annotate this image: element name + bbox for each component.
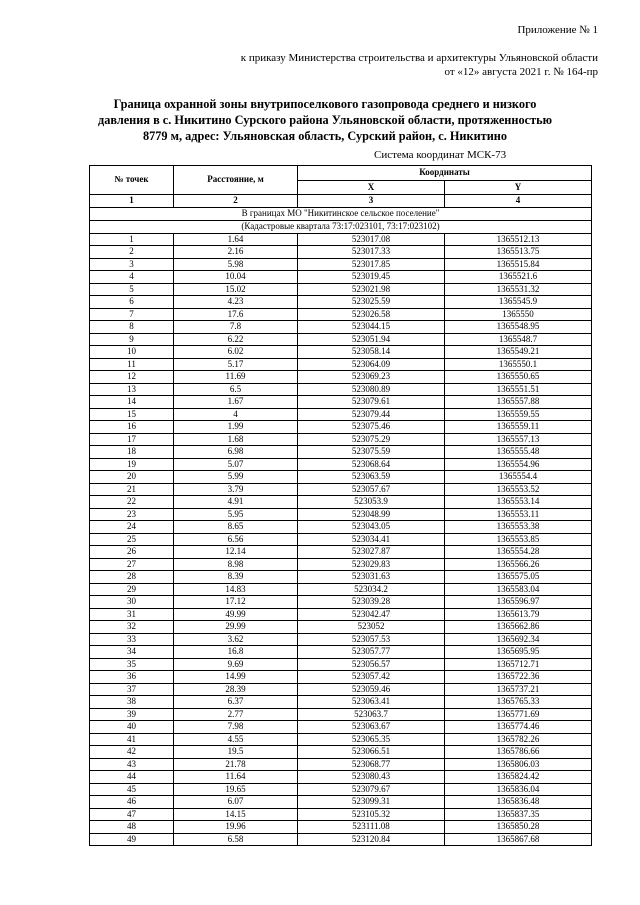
cell-y: 1365554.96 — [445, 458, 592, 471]
table-row — [90, 533, 592, 546]
cell-distance: 5.98 — [174, 258, 298, 271]
cell-x: 523031.63 — [298, 571, 445, 584]
column-number: 1 — [90, 195, 174, 208]
table-row — [90, 508, 592, 521]
cell-distance: 6.56 — [174, 533, 298, 546]
coordinate-system-label: Система координат МСК-73 — [374, 149, 507, 161]
cell-point-no: 34 — [90, 646, 174, 659]
cell-x: 523034.41 — [298, 533, 445, 546]
cell-distance: 5.95 — [174, 508, 298, 521]
cell-y: 1365692.34 — [445, 633, 592, 646]
cell-distance: 8.65 — [174, 521, 298, 534]
table-row — [90, 596, 592, 609]
cell-point-no: 18 — [90, 446, 174, 459]
cell-distance: 4.55 — [174, 733, 298, 746]
cell-x: 523066.51 — [298, 746, 445, 759]
cell-distance: 17.12 — [174, 596, 298, 609]
table-row — [90, 683, 592, 696]
cell-x: 523069.23 — [298, 371, 445, 384]
cell-distance: 14.83 — [174, 583, 298, 596]
table-row — [90, 321, 592, 334]
cell-point-no: 13 — [90, 383, 174, 396]
cell-point-no: 21 — [90, 483, 174, 496]
cell-distance: 6.98 — [174, 446, 298, 459]
coordinates-table — [89, 165, 592, 846]
header-y: Y — [445, 181, 592, 195]
cell-y: 1365513.75 — [445, 246, 592, 259]
table-row — [90, 608, 592, 621]
cell-distance: 5.17 — [174, 358, 298, 371]
cell-x: 523068.64 — [298, 458, 445, 471]
cell-distance: 10.04 — [174, 271, 298, 284]
cell-point-no: 15 — [90, 408, 174, 421]
cell-point-no: 29 — [90, 583, 174, 596]
table-row — [90, 471, 592, 484]
cell-point-no: 14 — [90, 396, 174, 409]
cell-point-no: 12 — [90, 371, 174, 384]
table-row — [90, 796, 592, 809]
cell-point-no: 4 — [90, 271, 174, 284]
cell-y: 1365662.86 — [445, 621, 592, 634]
cell-point-no: 11 — [90, 358, 174, 371]
cell-x: 523017.33 — [298, 246, 445, 259]
cell-point-no: 3 — [90, 258, 174, 271]
boundary-label: В границах МО "Никитинское сельское поселение" — [90, 207, 592, 220]
cell-distance: 6.02 — [174, 346, 298, 359]
table-row — [90, 333, 592, 346]
cell-x: 523063.41 — [298, 696, 445, 709]
cell-x: 523057.67 — [298, 483, 445, 496]
cell-distance: 19.5 — [174, 746, 298, 759]
cell-y: 1365531.32 — [445, 283, 592, 296]
cell-point-no: 28 — [90, 571, 174, 584]
cell-point-no: 46 — [90, 796, 174, 809]
cell-x: 523058.14 — [298, 346, 445, 359]
cell-distance: 6.07 — [174, 796, 298, 809]
cell-x: 523052 — [298, 621, 445, 634]
cell-x: 523034.2 — [298, 583, 445, 596]
cell-distance: 6.37 — [174, 696, 298, 709]
cell-y: 1365553.52 — [445, 483, 592, 496]
cell-point-no: 6 — [90, 296, 174, 309]
cell-y: 1365824.42 — [445, 771, 592, 784]
cell-point-no: 32 — [90, 621, 174, 634]
cell-y: 1365553.11 — [445, 508, 592, 521]
table-row — [90, 746, 592, 759]
table-row — [90, 283, 592, 296]
cell-x: 523019.45 — [298, 271, 445, 284]
cell-y: 1365596.97 — [445, 596, 592, 609]
cell-point-no: 27 — [90, 558, 174, 571]
cell-point-no: 26 — [90, 546, 174, 559]
cell-x: 523063.7 — [298, 708, 445, 721]
cell-point-no: 22 — [90, 496, 174, 509]
cell-x: 523044.15 — [298, 321, 445, 334]
table-row — [90, 808, 592, 821]
table-row — [90, 433, 592, 446]
cell-x: 523025.59 — [298, 296, 445, 309]
cell-y: 1365806.03 — [445, 758, 592, 771]
cell-y: 1365553.14 — [445, 496, 592, 509]
cell-x: 523079.67 — [298, 783, 445, 796]
cell-point-no: 41 — [90, 733, 174, 746]
table-row — [90, 246, 592, 259]
cell-x: 523017.08 — [298, 233, 445, 246]
table-row — [90, 571, 592, 584]
cell-y: 1365712.71 — [445, 658, 592, 671]
cell-y: 1365771.69 — [445, 708, 592, 721]
cell-distance: 3.79 — [174, 483, 298, 496]
document-title — [80, 96, 570, 144]
cell-y: 1365548.95 — [445, 321, 592, 334]
cell-x: 523057.77 — [298, 646, 445, 659]
cell-distance: 6.22 — [174, 333, 298, 346]
table-row — [90, 446, 592, 459]
cell-x: 523063.59 — [298, 471, 445, 484]
cell-point-no: 31 — [90, 608, 174, 621]
header-x: X — [298, 181, 445, 195]
cell-point-no: 24 — [90, 521, 174, 534]
cell-point-no: 9 — [90, 333, 174, 346]
cell-distance: 49.99 — [174, 608, 298, 621]
cell-point-no: 47 — [90, 808, 174, 821]
table-row — [90, 421, 592, 434]
cell-y: 1365765.33 — [445, 696, 592, 709]
column-number: 4 — [445, 195, 592, 208]
table-row — [90, 546, 592, 559]
table-row — [90, 521, 592, 534]
cell-distance: 7.98 — [174, 721, 298, 734]
cell-x: 523099.31 — [298, 796, 445, 809]
cell-distance: 6.58 — [174, 833, 298, 846]
cell-y: 1365549.21 — [445, 346, 592, 359]
table-row — [90, 658, 592, 671]
cell-y: 1365786.66 — [445, 746, 592, 759]
table-row — [90, 458, 592, 471]
cell-distance: 2.16 — [174, 246, 298, 259]
cell-x: 523053.9 — [298, 496, 445, 509]
cell-x: 523111.08 — [298, 821, 445, 834]
cell-point-no: 10 — [90, 346, 174, 359]
table-row — [90, 296, 592, 309]
cell-distance: 15.02 — [174, 283, 298, 296]
cell-point-no: 36 — [90, 671, 174, 684]
cell-x: 523043.05 — [298, 521, 445, 534]
cell-distance: 5.99 — [174, 471, 298, 484]
cell-distance: 1.99 — [174, 421, 298, 434]
table-row — [90, 783, 592, 796]
cell-distance: 1.67 — [174, 396, 298, 409]
cell-x: 523021.98 — [298, 283, 445, 296]
cell-y: 1365555.48 — [445, 446, 592, 459]
cell-y: 1365545.9 — [445, 296, 592, 309]
cell-y: 1365554.4 — [445, 471, 592, 484]
table-row — [90, 671, 592, 684]
cell-distance: 5.07 — [174, 458, 298, 471]
title-line-1: Граница охранной зоны внутрипоселкового газопровода среднего и низкого — [113, 97, 537, 111]
table-row — [90, 708, 592, 721]
table-row — [90, 396, 592, 409]
cell-distance: 11.64 — [174, 771, 298, 784]
cell-x: 523080.89 — [298, 383, 445, 396]
cell-y: 1365559.55 — [445, 408, 592, 421]
cell-x: 523068.77 — [298, 758, 445, 771]
table-row — [90, 233, 592, 246]
cell-y: 1365867.68 — [445, 833, 592, 846]
table-row — [90, 371, 592, 384]
cell-point-no: 48 — [90, 821, 174, 834]
table-row — [90, 483, 592, 496]
cell-point-no: 7 — [90, 308, 174, 321]
cell-y: 1365583.04 — [445, 583, 592, 596]
cell-point-no: 44 — [90, 771, 174, 784]
cell-point-no: 16 — [90, 421, 174, 434]
cell-x: 523027.87 — [298, 546, 445, 559]
cell-point-no: 43 — [90, 758, 174, 771]
cell-point-no: 40 — [90, 721, 174, 734]
cell-distance: 29.99 — [174, 621, 298, 634]
cell-distance: 4.23 — [174, 296, 298, 309]
cell-distance: 6.5 — [174, 383, 298, 396]
cell-point-no: 8 — [90, 321, 174, 334]
cell-y: 1365553.38 — [445, 521, 592, 534]
cell-distance: 2.77 — [174, 708, 298, 721]
order-reference-line1: к приказу Министерства строительства и архитектуры Ульяновской области — [240, 52, 598, 64]
cell-x: 523105.32 — [298, 808, 445, 821]
cell-y: 1365553.85 — [445, 533, 592, 546]
cell-y: 1365836.48 — [445, 796, 592, 809]
cell-point-no: 23 — [90, 508, 174, 521]
cell-distance: 7.8 — [174, 321, 298, 334]
cell-x: 523048.99 — [298, 508, 445, 521]
cell-y: 1365550 — [445, 308, 592, 321]
cell-x: 523120.84 — [298, 833, 445, 846]
cell-x: 523065.35 — [298, 733, 445, 746]
cell-distance: 19.96 — [174, 821, 298, 834]
table-row — [90, 496, 592, 509]
cell-distance: 3.62 — [174, 633, 298, 646]
cadastral-label: (Кадастровые квартала 73:17:023101, 73:17:023102) — [90, 220, 592, 233]
cell-distance: 14.99 — [174, 671, 298, 684]
cell-distance: 9.69 — [174, 658, 298, 671]
cell-y: 1365836.04 — [445, 783, 592, 796]
cell-distance: 19.65 — [174, 783, 298, 796]
column-number: 3 — [298, 195, 445, 208]
cell-x: 523079.61 — [298, 396, 445, 409]
table-row — [90, 646, 592, 659]
cell-distance: 17.6 — [174, 308, 298, 321]
title-line-2: давления в с. Никитино Сурского района Ульяновской области, протяженностью — [97, 113, 553, 127]
cell-point-no: 19 — [90, 458, 174, 471]
cell-x: 523075.59 — [298, 446, 445, 459]
table-row — [90, 833, 592, 846]
table-row — [90, 383, 592, 396]
order-reference-line2: от «12» августа 2021 г. № 164-пр — [444, 66, 598, 78]
cell-x: 523057.53 — [298, 633, 445, 646]
cell-x: 523051.94 — [298, 333, 445, 346]
cell-point-no: 5 — [90, 283, 174, 296]
table-row — [90, 583, 592, 596]
table-row — [90, 621, 592, 634]
header-coordinates: Координаты — [298, 166, 592, 181]
cell-point-no: 33 — [90, 633, 174, 646]
cell-distance: 4.91 — [174, 496, 298, 509]
cell-y: 1365566.26 — [445, 558, 592, 571]
cell-distance: 1.64 — [174, 233, 298, 246]
cell-point-no: 37 — [90, 683, 174, 696]
cell-y: 1365695.95 — [445, 646, 592, 659]
table-row — [90, 358, 592, 371]
cell-point-no: 1 — [90, 233, 174, 246]
cell-y: 1365722.36 — [445, 671, 592, 684]
cell-distance: 8.98 — [174, 558, 298, 571]
cell-y: 1365551.51 — [445, 383, 592, 396]
table-row — [90, 721, 592, 734]
cell-distance: 16.8 — [174, 646, 298, 659]
cell-y: 1365521.6 — [445, 271, 592, 284]
cell-point-no: 45 — [90, 783, 174, 796]
cell-distance: 8.39 — [174, 571, 298, 584]
title-line-3: 8779 м, адрес: Ульяновская область, Сурский район, с. Никитино — [142, 129, 508, 143]
table-row — [90, 696, 592, 709]
table-row — [90, 308, 592, 321]
cell-distance: 21.78 — [174, 758, 298, 771]
cell-y: 1365557.13 — [445, 433, 592, 446]
cell-y: 1365782.26 — [445, 733, 592, 746]
cell-x: 523017.85 — [298, 258, 445, 271]
cell-distance: 4 — [174, 408, 298, 421]
table-row — [90, 258, 592, 271]
table-row — [90, 633, 592, 646]
header-distance: Расстояние, м — [174, 166, 298, 195]
cell-distance: 1.68 — [174, 433, 298, 446]
cell-y: 1365512.13 — [445, 233, 592, 246]
cell-point-no: 49 — [90, 833, 174, 846]
table-row — [90, 733, 592, 746]
cell-x: 523075.29 — [298, 433, 445, 446]
table-row — [90, 558, 592, 571]
cell-point-no: 25 — [90, 533, 174, 546]
cell-distance: 14.15 — [174, 808, 298, 821]
cell-y: 1365737.21 — [445, 683, 592, 696]
header-point-no: № точек — [90, 166, 174, 195]
cell-distance: 12.14 — [174, 546, 298, 559]
cell-y: 1365515.84 — [445, 258, 592, 271]
cell-y: 1365559.11 — [445, 421, 592, 434]
cell-x: 523079.44 — [298, 408, 445, 421]
cell-x: 523042.47 — [298, 608, 445, 621]
cell-x: 523057.42 — [298, 671, 445, 684]
cell-x: 523039.28 — [298, 596, 445, 609]
cell-point-no: 38 — [90, 696, 174, 709]
cell-point-no: 35 — [90, 658, 174, 671]
table-row — [90, 408, 592, 421]
table-row — [90, 271, 592, 284]
table-row — [90, 771, 592, 784]
cell-x: 523026.58 — [298, 308, 445, 321]
cell-distance: 28.39 — [174, 683, 298, 696]
cell-point-no: 42 — [90, 746, 174, 759]
cell-y: 1365774.46 — [445, 721, 592, 734]
cell-x: 523075.46 — [298, 421, 445, 434]
cell-x: 523064.09 — [298, 358, 445, 371]
cell-y: 1365550.65 — [445, 371, 592, 384]
cell-y: 1365850.28 — [445, 821, 592, 834]
cell-point-no: 20 — [90, 471, 174, 484]
cell-point-no: 39 — [90, 708, 174, 721]
cell-y: 1365557.88 — [445, 396, 592, 409]
cell-point-no: 2 — [90, 246, 174, 259]
cell-x: 523059.46 — [298, 683, 445, 696]
cell-y: 1365613.79 — [445, 608, 592, 621]
cell-y: 1365554.28 — [445, 546, 592, 559]
cell-y: 1365575.05 — [445, 571, 592, 584]
cell-distance: 11.69 — [174, 371, 298, 384]
cell-x: 523056.57 — [298, 658, 445, 671]
table-row — [90, 758, 592, 771]
cell-y: 1365548.7 — [445, 333, 592, 346]
cell-y: 1365550.1 — [445, 358, 592, 371]
table-row — [90, 821, 592, 834]
cell-point-no: 30 — [90, 596, 174, 609]
cell-y: 1365837.35 — [445, 808, 592, 821]
column-number: 2 — [174, 195, 298, 208]
cell-x: 523029.83 — [298, 558, 445, 571]
appendix-label: Приложение № 1 — [517, 24, 598, 36]
cell-x: 523080.43 — [298, 771, 445, 784]
cell-x: 523063.67 — [298, 721, 445, 734]
table-row — [90, 346, 592, 359]
cell-point-no: 17 — [90, 433, 174, 446]
